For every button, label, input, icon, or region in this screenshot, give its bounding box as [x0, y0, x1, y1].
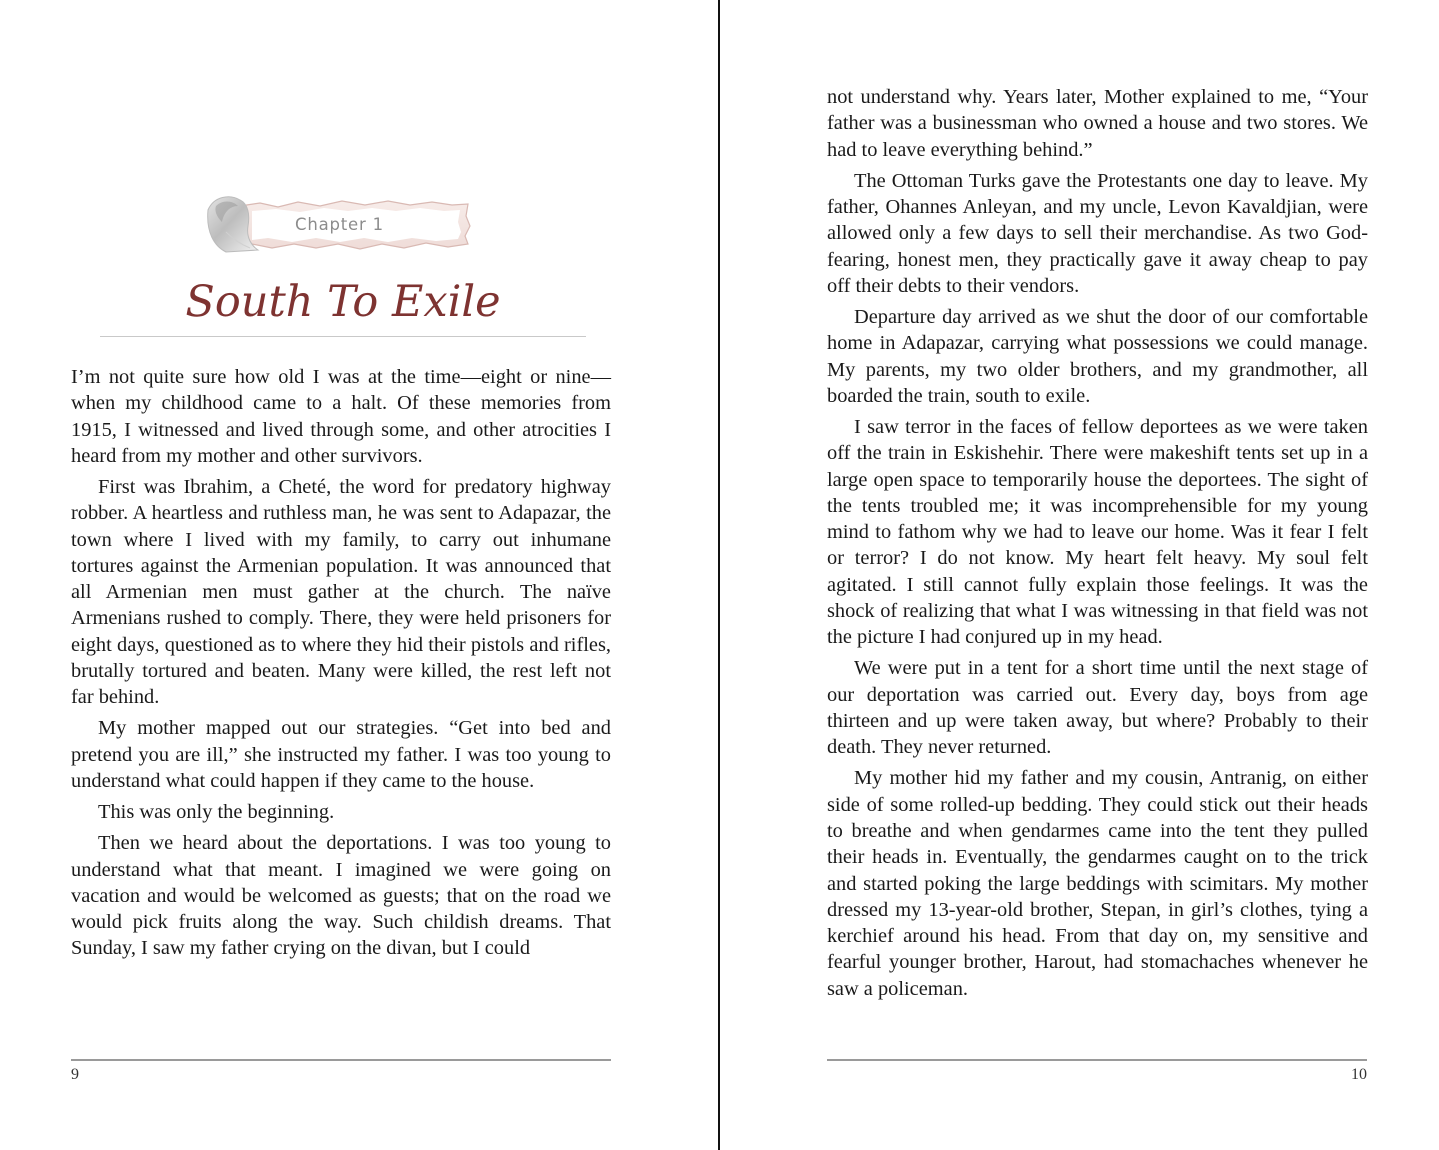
paragraph: My mother hid my father and my cousin, Antranig, on either side of some rolled-up bedding. They could stick out their heads to breathe and when gendarmes came into the tent they pulled their heads in. Eventually, the gendarmes caught on to the trick and started poking the large beddings with scimitars. My mother dressed my 13-year-old brother, Stepan, in girl’s clothes, tying a kerchief around his head. From that day on, my sensitive and fearful younger brother, Harout, had stomachaches whenever he saw a policeman.: [827, 767, 1368, 1000]
page-number: 9: [71, 1066, 79, 1083]
paragraph: We were put in a tent for a short time until the next stage of our deportation was carried out. Every day, boys from age thirteen and up were taken away, but where? Probably to their death. They never returned.: [827, 657, 1368, 759]
chapter-title: South To Exile: [185, 277, 501, 327]
left-page: [0, 0, 718, 1150]
left-body-text: [71, 364, 611, 967]
right-page: [720, 0, 1439, 1150]
page-number: 10: [1351, 1066, 1367, 1083]
title-divider: [100, 336, 586, 337]
right-body-text: [827, 84, 1368, 1007]
footer-divider: [71, 1059, 611, 1061]
paragraph: The Ottoman Turks gave the Protestants one day to leave. My father, Ohannes Anleyan, and my uncle, Levon Kavaldjian, were allowed only a few days to sell their merchandise. As two God-fearing, honest men, they practically gave it away cheap to pay off their debts to their vendors.: [827, 169, 1368, 297]
paragraph: Then we heard about the deportations. I was too young to understand what that meant. I imagined we were going on vacation and would be welcomed as guests; that on the road we would pick fruits along the way. Such childish dreams. That Sunday, I saw my father crying on the divan, but I could: [71, 832, 611, 960]
paragraph: not understand why. Years later, Mother explained to me, “Your father was a businessman who owned a house and two stores. We had to leave everything behind.”: [827, 86, 1368, 161]
paragraph: My mother mapped out our strategies. “Get into bed and pretend you are ill,” she instructed my father. I was too young to understand what could happen if they came to the house.: [71, 717, 611, 793]
chapter-label: Chapter 1: [295, 215, 384, 234]
chapter-tag: [200, 192, 472, 258]
paragraph: I’m not quite sure how old I was at the time—eight or nine— when my childhood came to a halt. Of these memories from 1915, I witnessed and lived through some, and other atrocities I heard from my mother and other survivors.: [71, 366, 611, 467]
paragraph: Departure day arrived as we shut the door of our comfortable home in Adapazar, carrying what possessions we could manage. My parents, my two older brothers, and my grandmother, all boarded the train, south to exile.: [827, 305, 1368, 407]
paragraph: This was only the beginning.: [98, 801, 335, 824]
paragraph: I saw terror in the faces of fellow deportees as we were taken off the train in Eskishehir. There were makeshift tents set up in a large open space to temporarily house the deportees. The sight of the tents troubled me; it was incomprehensible for my young mind to fathom why we had to leave our home. Was it fear I felt or terror? I do not know. My heart felt heavy. My soul felt agitated. I still cannot fully explain those feelings. It was the shock of realizing that what I was witnessing in that field was not the picture I had conjured up in my head.: [827, 415, 1368, 649]
footer-divider: [827, 1059, 1367, 1061]
paragraph: First was Ibrahim, a Cheté, the word for predatory highway robber. A heartless and ruthless man, he was sent to Adapazar, the town where I lived with my family, to carry out inhumane tortures against the Armenian population. It was announced that all Armenian men must gather at the church. The naïve Armenians rushed to comply. There, they were held prisoners for eight days, questioned as to where they hid their pistols and rifles, brutally tortured and beaten. Many were killed, the rest left not far behind.: [71, 475, 611, 709]
